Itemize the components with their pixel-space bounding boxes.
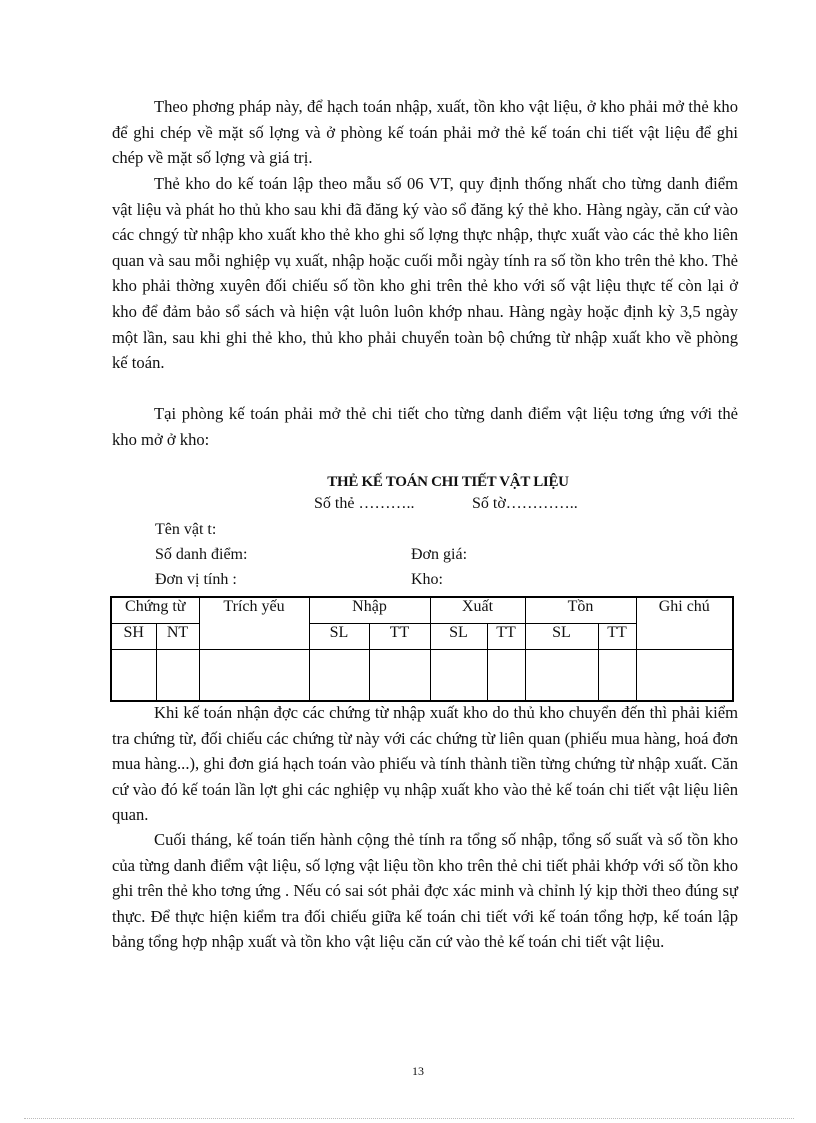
table-cell (636, 650, 733, 702)
paragraph-3: Tại phòng kế toán phải mở thẻ chi tiết cho từng danh điểm vật liệu tơng ứng với thẻ kho mở ở kho: (112, 404, 738, 449)
subheader-nhap-tt: TT (369, 624, 430, 650)
header-ghi-chu: Ghi chú (636, 597, 733, 650)
item-code-label: Số danh điểm: (155, 546, 248, 563)
header-trich-yeu: Trích yếu (199, 597, 309, 650)
header-nhap: Nhập (309, 597, 430, 624)
header-chung-tu: Chứng từ (111, 597, 199, 624)
page-number: 13 (412, 1064, 424, 1078)
card-title: THẺ KẾ TOÁN CHI TIẾT VẬT LIỆU (327, 474, 569, 490)
table-cell (199, 650, 309, 702)
subheader-nt: NT (156, 624, 199, 650)
table-cell (156, 650, 199, 702)
paragraph-4: Khi kế toán nhận đợc các chứng từ nhập xuất kho do thủ kho chuyển đến thì phải kiểm tra chứng từ, đối chiếu các chứng từ này với các chứng từ liên quan (phiếu mua hàng, hoá đơn mua hàng...), ghi đơn giá hạch toán vào phiếu và tính thành tiền từng chứng từ nhập xuất. Căn cứ vào đó kế toán lần lợt ghi các nghiệp vụ nhập xuất kho vào thẻ kế toán chi tiết vật liệu liên quan. (112, 703, 738, 825)
header-xuat: Xuất (430, 597, 525, 624)
table-cell (430, 650, 487, 702)
subheader-sh: SH (111, 624, 156, 650)
ledger-table (110, 596, 734, 702)
table-cell (111, 650, 156, 702)
footer-divider (24, 1118, 794, 1119)
unit-label: Đơn vị tính : (155, 571, 237, 588)
subheader-ton-tt: TT (598, 624, 636, 650)
unit-price-label: Đơn giá: (411, 546, 468, 563)
table-cell (487, 650, 525, 702)
table-header-row (111, 597, 733, 624)
subheader-ton-sl: SL (525, 624, 598, 650)
header-ton: Tồn (525, 597, 636, 624)
card-number: Số thẻ ……….. (314, 495, 415, 512)
table-cell (525, 650, 598, 702)
table-cell (369, 650, 430, 702)
material-name-label: Tên vật t: (155, 521, 217, 538)
sheet-number: Số tờ………….. (472, 495, 578, 512)
subheader-xuat-sl: SL (430, 624, 487, 650)
paragraph-2: Thẻ kho do kế toán lập theo mẫu số 06 VT, quy định thống nhất cho từng danh điểm vật liệu và phát ho thủ kho sau khi đã đăng ký vào sổ đăng ký thẻ kho. Hàng ngày, căn cứ vào các chngý từ nhập kho xuất kho thẻ kho ghi số lợng thực nhập, thực xuất vào các thẻ kho liên quan và sau mỗi nghiệp vụ xuất, nhập hoặc cuối mỗi ngày tính ra số tồn kho trên thẻ kho. Thẻ kho phải thờng xuyên đối chiếu số tồn kho ghi trên thẻ kho với số vật liệu thực tế còn lại ở kho để đảm bảo sổ sách và hiện vật luôn luôn khớp nhau. Hàng ngày hoặc định kỳ 3,5 ngày một lần, sau khi ghi thẻ kho, thủ kho phải chuyển toàn bộ chứng từ nhập xuất kho về phòng kế toán. (112, 174, 738, 373)
warehouse-label: Kho: (411, 571, 443, 588)
paragraph-5: Cuối tháng, kế toán tiến hành cộng thẻ tính ra tổng số nhập, tổng số suất và số tồn kho của từng danh điểm vật liệu, số lợng vật liệu tồn kho trên thẻ chi tiết phải khớp với số tồn kho ghi trên thẻ kho tơng ứng . Nếu có sai sót phải đợc xác minh và chỉnh lý kịp thời theo đúng sự thực. Để thực hiện kiểm tra đối chiếu giữa kế toán chi tiết với kế toán tổng hợp, kế toán lập bảng tổng hợp nhập xuất và tồn kho vật liệu căn cứ vào thẻ kế toán chi tiết vật liệu. (112, 830, 738, 952)
table-cell (309, 650, 369, 702)
table-row (111, 650, 733, 702)
table-cell (598, 650, 636, 702)
paragraph-1: Theo phơng pháp này, để hạch toán nhập, xuất, tồn kho vật liệu, ở kho phải mở thẻ kho để ghi chép về mặt số lợng và ở phòng kế toán phải mở thẻ kế toán chi tiết vật liệu để ghi chép về mặt số lợng và giá trị. (112, 97, 738, 168)
subheader-xuat-tt: TT (487, 624, 525, 650)
subheader-nhap-sl: SL (309, 624, 369, 650)
